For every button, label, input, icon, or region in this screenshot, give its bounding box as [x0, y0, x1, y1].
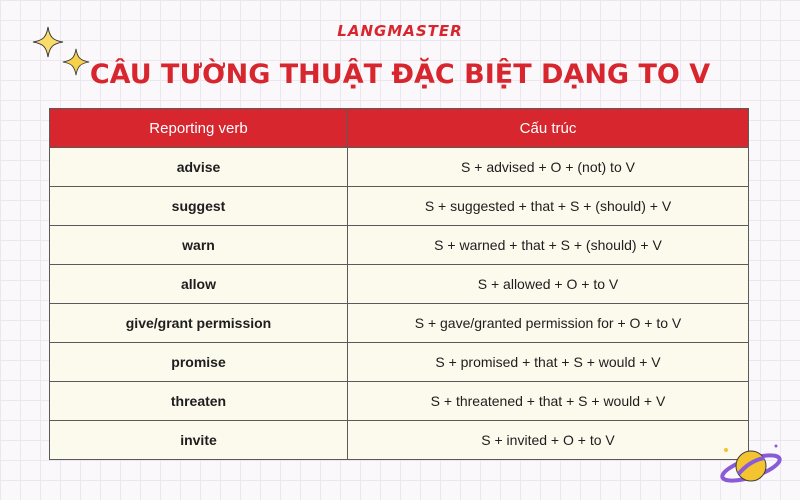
- verb-cell: warn: [50, 226, 348, 265]
- verb-cell: allow: [50, 265, 348, 304]
- table-row: [50, 148, 749, 187]
- structure-cell: S + suggested + that + S + (should) + V: [348, 187, 749, 226]
- table-row: [50, 343, 749, 382]
- table-row: [50, 382, 749, 421]
- table-header-row: [50, 109, 749, 148]
- verb-cell: promise: [50, 343, 348, 382]
- structure-cell: S + allowed + O + to V: [348, 265, 749, 304]
- verb-cell: suggest: [50, 187, 348, 226]
- structure-cell: S + promised + that + S + would + V: [348, 343, 749, 382]
- table-row: [50, 265, 749, 304]
- verb-cell: advise: [50, 148, 348, 187]
- verb-cell: give/grant permission: [50, 304, 348, 343]
- table-row: [50, 304, 749, 343]
- brand-logo: LANGMASTER: [337, 22, 463, 40]
- structure-cell: S + threatened + that + S + would + V: [348, 382, 749, 421]
- planet-icon: [718, 440, 784, 490]
- table-row: [50, 226, 749, 265]
- structure-cell: S + warned + that + S + (should) + V: [348, 226, 749, 265]
- page-title: CÂU TƯỜNG THUẬT ĐẶC BIỆT DẠNG TO V: [89, 59, 711, 90]
- structure-cell: S + gave/granted permission for + O + to V: [348, 304, 749, 343]
- table-row: [50, 187, 749, 226]
- reporting-verb-table: [49, 108, 749, 460]
- verb-cell: invite: [50, 421, 348, 460]
- structure-cell: S + advised + O + (not) to V: [348, 148, 749, 187]
- verb-cell: threaten: [50, 382, 348, 421]
- header-reporting-verb: Reporting verb: [50, 109, 348, 148]
- table-row: [50, 421, 749, 460]
- structure-cell: S + invited + O + to V: [348, 421, 749, 460]
- header-structure: Cấu trúc: [348, 109, 749, 148]
